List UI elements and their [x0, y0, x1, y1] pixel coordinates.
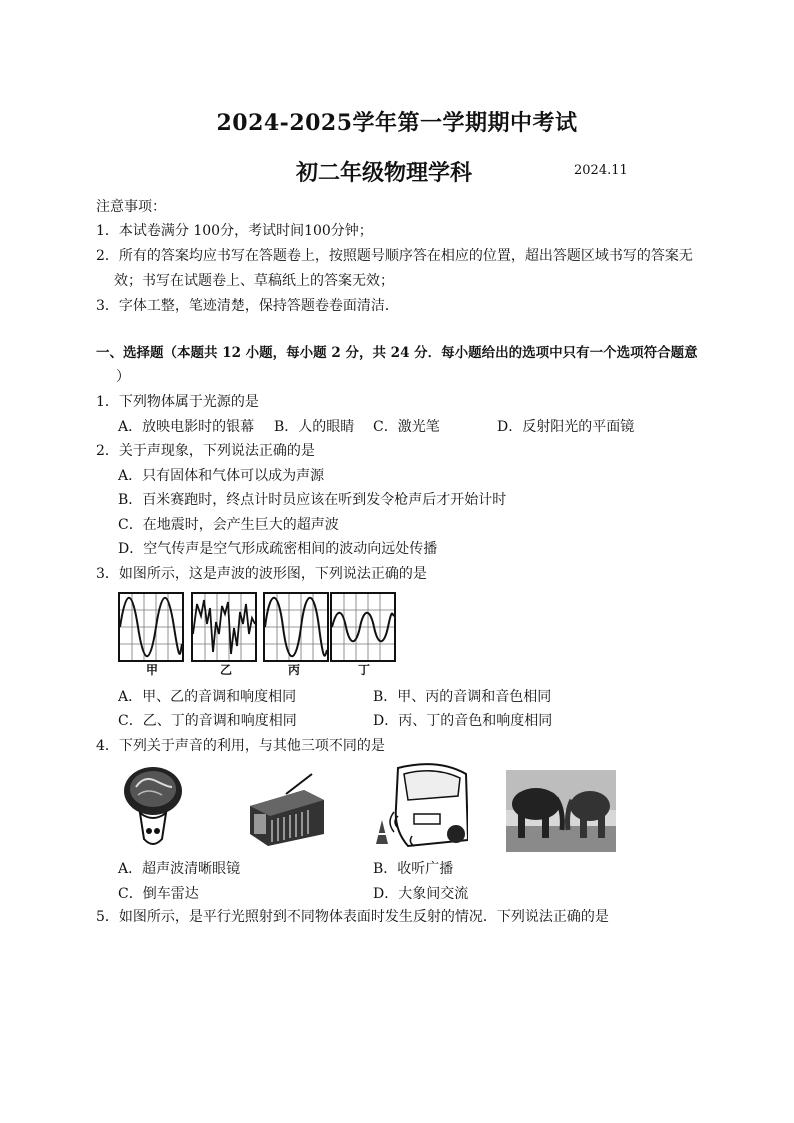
- elephants-image: [506, 770, 616, 856]
- section-heading: 一、选择题（本题共 12 小题，每小题 2 分，共 24 分．每小题给出的选项中只有一个选项符合题意: [96, 345, 698, 361]
- q1-option-b: B．人的眼睛: [274, 419, 355, 435]
- q2-option-a: A．只有固体和气体可以成为声源: [118, 468, 325, 484]
- waveform-yi: [191, 592, 257, 662]
- ultrasonic-cleaner-image: [122, 765, 184, 855]
- notice-item: 3．字体工整，笔迹清楚，保持答题卷卷面清洁．: [96, 298, 399, 314]
- q3-option-c: C．乙、丁的音调和响度相同: [118, 713, 297, 729]
- subject-title: 初二年级物理学科: [296, 160, 473, 186]
- question-2-stem: 2．关于声现象，下列说法正确的是: [96, 443, 315, 459]
- question-1-stem: 1．下列物体属于光源的是: [96, 394, 259, 410]
- q3-option-a: A．甲、乙的音调和响度相同: [118, 689, 297, 705]
- waveform-label: 乙: [220, 663, 233, 677]
- q4-option-c: C．倒车雷达: [118, 886, 199, 902]
- q2-option-d: D．空气传声是空气形成疏密相间的波动向远处传播: [118, 541, 438, 557]
- waveform-bing: [263, 592, 329, 662]
- waveform-label: 丁: [358, 663, 371, 677]
- q3-option-b: B．甲、丙的音调和音色相同: [373, 689, 552, 705]
- notice-heading: 注意事项：: [96, 199, 166, 215]
- waveform-label: 甲: [146, 663, 159, 677]
- q1-option-c: C．激光笔: [373, 419, 440, 435]
- notice-item: 1．本试卷满分 100分，考试时间100分钟；: [96, 223, 373, 239]
- notice-item: 效；书写在试题卷上、草稿纸上的答案无效；: [114, 273, 394, 289]
- radio-image: [246, 772, 326, 852]
- exam-date: 2024.11: [574, 163, 628, 178]
- q1-option-d: D．反射阳光的平面镜: [497, 419, 635, 435]
- q4-option-b: B．收听广播: [373, 861, 454, 877]
- q4-option-a: A．超声波清晰眼镜: [118, 861, 241, 877]
- waveform-ding: [330, 592, 396, 662]
- q4-option-d: D．大象间交流: [373, 886, 469, 902]
- parking-radar-image: [368, 760, 468, 856]
- q1-option-a: A．放映电影时的银幕: [118, 419, 255, 435]
- question-3-stem: 3．如图所示，这是声波的波形图，下列说法正确的是: [96, 566, 427, 582]
- waveform-label: 丙: [288, 663, 301, 677]
- section-heading-cont: ）: [116, 369, 130, 385]
- question-5-stem: 5．如图所示，是平行光照射到不同物体表面时发生反射的情况．下列说法正确的是: [96, 909, 609, 925]
- question-4-stem: 4．下列关于声音的利用，与其他三项不同的是: [96, 738, 385, 754]
- exam-title: 2024-2025学年第一学期期中考试: [216, 110, 578, 136]
- q3-option-d: D．丙、丁的音色和响度相同: [373, 713, 553, 729]
- q2-option-b: B．百米赛跑时，终点计时员应该在听到发令枪声后才开始计时: [118, 492, 507, 508]
- notice-item: 2．所有的答案均应书写在答题卷上，按照题号顺序答在相应的位置，超出答题区域书写的答案无: [96, 248, 693, 264]
- waveform-jia: [118, 592, 184, 662]
- q2-option-c: C．在地震时，会产生巨大的超声波: [118, 517, 339, 533]
